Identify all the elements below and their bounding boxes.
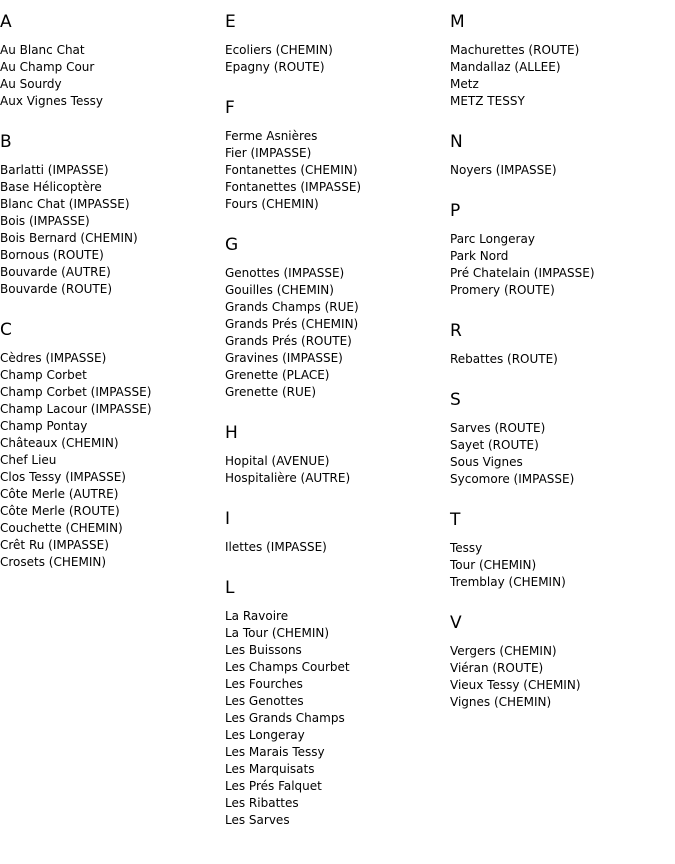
letter-group [225, 578, 445, 829]
street-entry: Grands Prés (CHEMIN) [225, 317, 359, 331]
letter-group [450, 510, 675, 591]
street-entry: Base Hélicoptère [0, 180, 102, 194]
street-entry: Les Marais Tessy [225, 745, 325, 759]
letter-group [450, 321, 675, 368]
street-entry: Fours (CHEMIN) [225, 197, 319, 211]
letter-heading: F [225, 98, 235, 118]
street-entry: Bois (IMPASSE) [0, 214, 90, 228]
street-entry: Sycomore (IMPASSE) [450, 472, 575, 486]
street-entry: Ecoliers (CHEMIN) [225, 43, 333, 57]
street-entry: Les Sarves [225, 813, 290, 827]
street-entry: Vergers (CHEMIN) [450, 644, 557, 658]
letter-group [0, 320, 220, 571]
street-entry: Viéran (ROUTE) [450, 661, 544, 675]
street-entry: Ilettes (IMPASSE) [225, 540, 327, 554]
street-entry: Bornous (ROUTE) [0, 248, 104, 262]
street-entry: Les Ribattes [225, 796, 299, 810]
street-entry: Vieux Tessy (CHEMIN) [450, 678, 581, 692]
street-entry: Hopital (AVENUE) [225, 454, 330, 468]
street-entry: Vignes (CHEMIN) [450, 695, 552, 709]
letter-group [225, 98, 445, 213]
letter-heading: P [450, 201, 461, 221]
index-column-2 [225, 0, 445, 829]
letter-heading: R [450, 321, 462, 341]
street-entry: Grenette (PLACE) [225, 368, 330, 382]
street-entry: Bouvarde (AUTRE) [0, 265, 111, 279]
letter-group [450, 132, 675, 179]
street-list [450, 42, 675, 110]
letter-heading: A [0, 12, 12, 32]
street-entry: Sayet (ROUTE) [450, 438, 539, 452]
street-entry: Côte Merle (ROUTE) [0, 504, 120, 518]
street-entry: Rebattes (ROUTE) [450, 352, 558, 366]
street-entry: Les Marquisats [225, 762, 315, 776]
street-entry: Les Grands Champs [225, 711, 345, 725]
street-entry: Gouilles (CHEMIN) [225, 283, 334, 297]
street-list [225, 42, 445, 76]
street-entry: Au Sourdy [0, 77, 62, 91]
street-entry: Crêt Ru (IMPASSE) [0, 538, 109, 552]
letter-heading: C [0, 320, 12, 340]
letter-heading: H [225, 423, 238, 443]
street-entry: Ferme Asnières [225, 129, 318, 143]
letter-heading: T [450, 510, 461, 530]
letter-heading: V [450, 613, 462, 633]
street-entry: Genottes (IMPASSE) [225, 266, 345, 280]
street-entry: Champ Pontay [0, 419, 88, 433]
street-list [0, 42, 220, 110]
street-entry: Champ Corbet [0, 368, 87, 382]
letter-group [450, 390, 675, 488]
street-entry: Champ Corbet (IMPASSE) [0, 385, 152, 399]
street-list [450, 420, 675, 488]
street-entry: Epagny (ROUTE) [225, 60, 325, 74]
street-entry: Côte Merle (AUTRE) [0, 487, 119, 501]
street-entry: Les Fourches [225, 677, 303, 691]
street-entry: Fontanettes (IMPASSE) [225, 180, 362, 194]
letter-heading: S [450, 390, 461, 410]
street-entry: Blanc Chat (IMPASSE) [0, 197, 130, 211]
street-entry: Fontanettes (CHEMIN) [225, 163, 358, 177]
street-list [225, 265, 445, 401]
letter-heading: M [450, 12, 465, 32]
street-entry: Tremblay (CHEMIN) [450, 575, 566, 589]
street-list [450, 162, 675, 179]
street-entry: Sous Vignes [450, 455, 523, 469]
street-entry: Au Champ Cour [0, 60, 95, 74]
letter-heading: E [225, 12, 236, 32]
street-list [450, 643, 675, 711]
street-entry: Les Champs Courbet [225, 660, 350, 674]
letter-group [225, 509, 445, 556]
street-entry: Les Buissons [225, 643, 302, 657]
letter-group [225, 12, 445, 76]
letter-group [450, 12, 675, 110]
street-list [225, 453, 445, 487]
letter-heading: B [0, 132, 12, 152]
street-entry: Fier (IMPASSE) [225, 146, 312, 160]
street-entry: Park Nord [450, 249, 509, 263]
street-entry: Grenette (RUE) [225, 385, 317, 399]
street-entry: Châteaux (CHEMIN) [0, 436, 119, 450]
letter-heading: I [225, 509, 231, 529]
street-entry: Tessy [450, 541, 483, 555]
street-list [225, 608, 445, 829]
street-entry: Au Blanc Chat [0, 43, 85, 57]
street-entry: Clos Tessy (IMPASSE) [0, 470, 126, 484]
letter-group [0, 132, 220, 298]
street-list [450, 540, 675, 591]
street-entry: Tour (CHEMIN) [450, 558, 537, 572]
street-entry: Parc Longeray [450, 232, 535, 246]
letter-heading: N [450, 132, 463, 152]
street-list [450, 231, 675, 299]
street-entry: Hospitalière (AUTRE) [225, 471, 351, 485]
letter-group [0, 12, 220, 110]
street-entry: Grands Champs (RUE) [225, 300, 359, 314]
letter-group [225, 235, 445, 401]
street-entry: Couchette (CHEMIN) [0, 521, 123, 535]
street-entry: Pré Chatelain (IMPASSE) [450, 266, 595, 280]
street-entry: Mandallaz (ALLEE) [450, 60, 561, 74]
street-entry: Metz [450, 77, 479, 91]
index-column-3 [450, 0, 675, 711]
street-entry: Champ Lacour (IMPASSE) [0, 402, 152, 416]
street-entry: La Tour (CHEMIN) [225, 626, 330, 640]
street-list [450, 351, 675, 368]
street-entry: Barlatti (IMPASSE) [0, 163, 109, 177]
letter-heading: L [225, 578, 235, 598]
street-list [225, 128, 445, 213]
letter-group [225, 423, 445, 487]
street-list [225, 539, 445, 556]
street-entry: Bouvarde (ROUTE) [0, 282, 113, 296]
street-entry: Promery (ROUTE) [450, 283, 555, 297]
street-list [0, 350, 220, 571]
street-entry: Chef Lieu [0, 453, 57, 467]
street-entry: Gravines (IMPASSE) [225, 351, 343, 365]
street-entry: Bois Bernard (CHEMIN) [0, 231, 138, 245]
street-entry: Crosets (CHEMIN) [0, 555, 107, 569]
street-entry: METZ TESSY [450, 94, 525, 108]
street-entry: Les Genottes [225, 694, 304, 708]
street-entry: Sarves (ROUTE) [450, 421, 546, 435]
street-entry: Les Prés Falquet [225, 779, 322, 793]
letter-heading: G [225, 235, 239, 255]
street-list [0, 162, 220, 298]
street-entry: Machurettes (ROUTE) [450, 43, 580, 57]
index-column-1 [0, 0, 220, 571]
letter-group [450, 613, 675, 711]
street-entry: Aux Vignes Tessy [0, 94, 103, 108]
street-entry: Les Longeray [225, 728, 305, 742]
street-entry: Cèdres (IMPASSE) [0, 351, 107, 365]
street-entry: Noyers (IMPASSE) [450, 163, 557, 177]
street-entry: La Ravoire [225, 609, 289, 623]
letter-group [450, 201, 675, 299]
street-entry: Grands Prés (ROUTE) [225, 334, 352, 348]
